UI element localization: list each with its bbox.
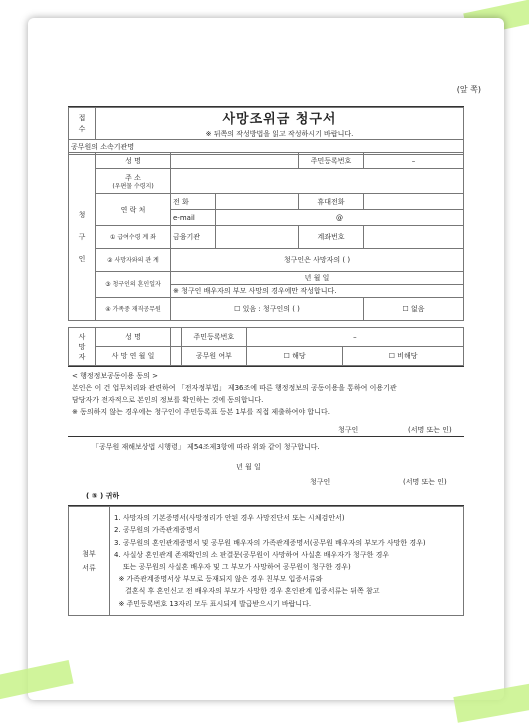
civil-no-option[interactable]: ☐ 비해당 bbox=[343, 347, 464, 366]
attachment-item: 2. 공무원의 가족관계증명서 bbox=[114, 526, 200, 535]
address-label bbox=[96, 169, 171, 194]
consent-block bbox=[72, 370, 397, 418]
consent-line-3: ※ 동의하지 않는 경우에는 청구인이 주민등록표 등본 1부를 직접 제출하여야 합니다. bbox=[72, 408, 330, 416]
civil-yes-option[interactable]: ☐ 해당 bbox=[246, 347, 342, 366]
marriage-date-field[interactable]: 년 월 일 bbox=[171, 272, 464, 285]
phone-field[interactable] bbox=[216, 194, 299, 210]
form-subtitle: ※ 뒤쪽의 작성방법을 읽고 작성하시기 바랍니다. bbox=[205, 130, 354, 138]
receipt-cell bbox=[69, 108, 96, 140]
attachments-label-1: 첨부 bbox=[82, 550, 96, 558]
attachment-item: 또는 공무원의 사실혼 배우자 및 그 부모가 사망하여 공무원이 청구한 경우) bbox=[114, 563, 351, 571]
date-line[interactable]: 년 월 일 bbox=[236, 463, 261, 471]
attachment-note: ※ 가족관계증명서상 부모로 등재되지 않은 경우 친부모 입증서류와 bbox=[114, 575, 323, 584]
deceased-rrn-field[interactable]: – bbox=[246, 328, 463, 347]
deceased-label-2: 망 bbox=[78, 342, 86, 351]
mobile-label: 휴대전화 bbox=[299, 194, 364, 210]
family-no-option[interactable]: ☐ 없음 bbox=[364, 298, 464, 321]
attachment-item: 4. 사실상 혼인관계 존재확인의 소 판결문(공무원이 사망하여 사실혼 배우자가 청구한 경우 bbox=[114, 550, 390, 559]
account-label: 계좌번호 bbox=[299, 226, 364, 249]
claimant-label-3: 인 bbox=[78, 254, 86, 263]
attachment-note: ※ 주민등록번호 13자리 모두 표시되게 발급받으시기 바랍니다. bbox=[114, 599, 312, 608]
address-label-main: 주 소 bbox=[125, 173, 141, 182]
consent-head: < 행정정보공동이용 동의 > bbox=[72, 372, 159, 380]
claimant-label bbox=[69, 153, 96, 321]
civil-servant-label: 공무원 여부 bbox=[181, 347, 246, 366]
attachments-label bbox=[69, 507, 110, 616]
deceased-name-label: 성 명 bbox=[96, 328, 171, 347]
receipt-label-1: 접 bbox=[78, 113, 86, 122]
org-row[interactable]: 공무원의 소속기관명 bbox=[69, 140, 464, 155]
family-label: ④ 가족중 재직공무원 bbox=[96, 298, 171, 321]
deceased-label-3: 자 bbox=[78, 352, 86, 361]
attachments-table bbox=[68, 506, 464, 616]
rrn-label: 주민등록번호 bbox=[299, 153, 364, 169]
address-label-sub: (우편물 수령지) bbox=[112, 182, 154, 190]
deceased-label-1: 사 bbox=[78, 332, 86, 341]
email-field[interactable]: @ bbox=[216, 210, 464, 226]
rrn-field[interactable]: – bbox=[364, 153, 464, 169]
bank-label: 금융기관 bbox=[171, 226, 216, 249]
receipt-label-2: 수 bbox=[78, 124, 86, 133]
header-table bbox=[68, 107, 464, 155]
recipient-line[interactable]: ( ⑤ ) 귀하 bbox=[86, 492, 120, 500]
name-label: 성 명 bbox=[96, 153, 171, 169]
consent-line-1: 본인은 이 건 업무처리와 관련하여 「전자정부법」 제36조에 따른 행정정보의 공동이용을 통하여 이용기관 bbox=[72, 384, 397, 392]
attachments-label-2: 서류 bbox=[82, 564, 96, 572]
name-field[interactable] bbox=[171, 153, 299, 169]
consent-sign-label: 청구인 bbox=[338, 426, 359, 434]
death-date-label: 사 망 연 월 일 bbox=[96, 347, 171, 366]
claimant-label-2: 구 bbox=[78, 232, 86, 241]
attachment-note: 결혼식 후 혼인신고 전 배우자의 부모가 사망한 경우 혼인관계 입증서류는 뒤쪽 참고 bbox=[114, 587, 380, 596]
consent-sign-field[interactable]: (서명 또는 인) bbox=[408, 426, 452, 434]
email-label: e-mail bbox=[171, 210, 216, 226]
marriage-note: ※ 청구인 배우자의 부모 사망의 경우에만 작성합니다. bbox=[171, 285, 464, 298]
salary-account-label: ① 급여수령 계 좌 bbox=[96, 226, 171, 249]
title-cell bbox=[96, 108, 464, 140]
claimant-table bbox=[68, 152, 464, 321]
decree-rule bbox=[68, 436, 464, 437]
address-field[interactable] bbox=[171, 169, 464, 194]
attachment-item: 1. 사망자의 기본증명서(사망정리가 안된 경우 사망진단서 또는 시체검안서) bbox=[114, 514, 345, 523]
consent-line-2: 담당자가 전자적으로 본인의 정보를 확인하는 것에 동의합니다. bbox=[72, 396, 264, 404]
bank-field[interactable] bbox=[216, 226, 299, 249]
claimant-sign-label: 청구인 bbox=[310, 478, 331, 486]
deceased-rrn-label: 주민등록번호 bbox=[181, 328, 246, 347]
relation-field[interactable]: 청구인은 사망자의 ( ) bbox=[171, 249, 464, 272]
mobile-field[interactable] bbox=[364, 194, 464, 210]
attachment-item: 3. 공무원의 혼인관계증명서 및 공무원 배우자의 가족관계증명서(공무원 배우자의 부모가 사망한 경우) bbox=[114, 538, 426, 547]
deceased-label bbox=[69, 328, 96, 366]
family-yes-option[interactable]: ☐ 있음 : 청구인의 ( ) bbox=[171, 298, 364, 321]
form-title: 사망조위금 청구서 bbox=[222, 112, 337, 127]
phone-label: 전 화 bbox=[171, 194, 216, 210]
account-field[interactable] bbox=[364, 226, 464, 249]
decree-text: 「공무원 재해보상법 시행령」 제54조제3항에 따라 위와 같이 청구합니다. bbox=[92, 443, 320, 451]
deceased-table bbox=[68, 327, 464, 366]
claimant-sign-field[interactable]: (서명 또는 인) bbox=[403, 478, 447, 486]
marriage-label: ③ 청구인의 혼인일자 bbox=[96, 272, 171, 298]
claimant-label-1: 청 bbox=[78, 210, 86, 219]
consent-rule bbox=[68, 366, 464, 367]
front-side-mark: (앞 쪽) bbox=[456, 85, 481, 94]
relation-label: ② 사망자와의 관 계 bbox=[96, 249, 171, 272]
deceased-name-field[interactable] bbox=[171, 328, 182, 347]
contact-label: 연 락 처 bbox=[96, 194, 171, 226]
attachments-list bbox=[110, 507, 464, 616]
death-date-field[interactable] bbox=[171, 347, 182, 366]
